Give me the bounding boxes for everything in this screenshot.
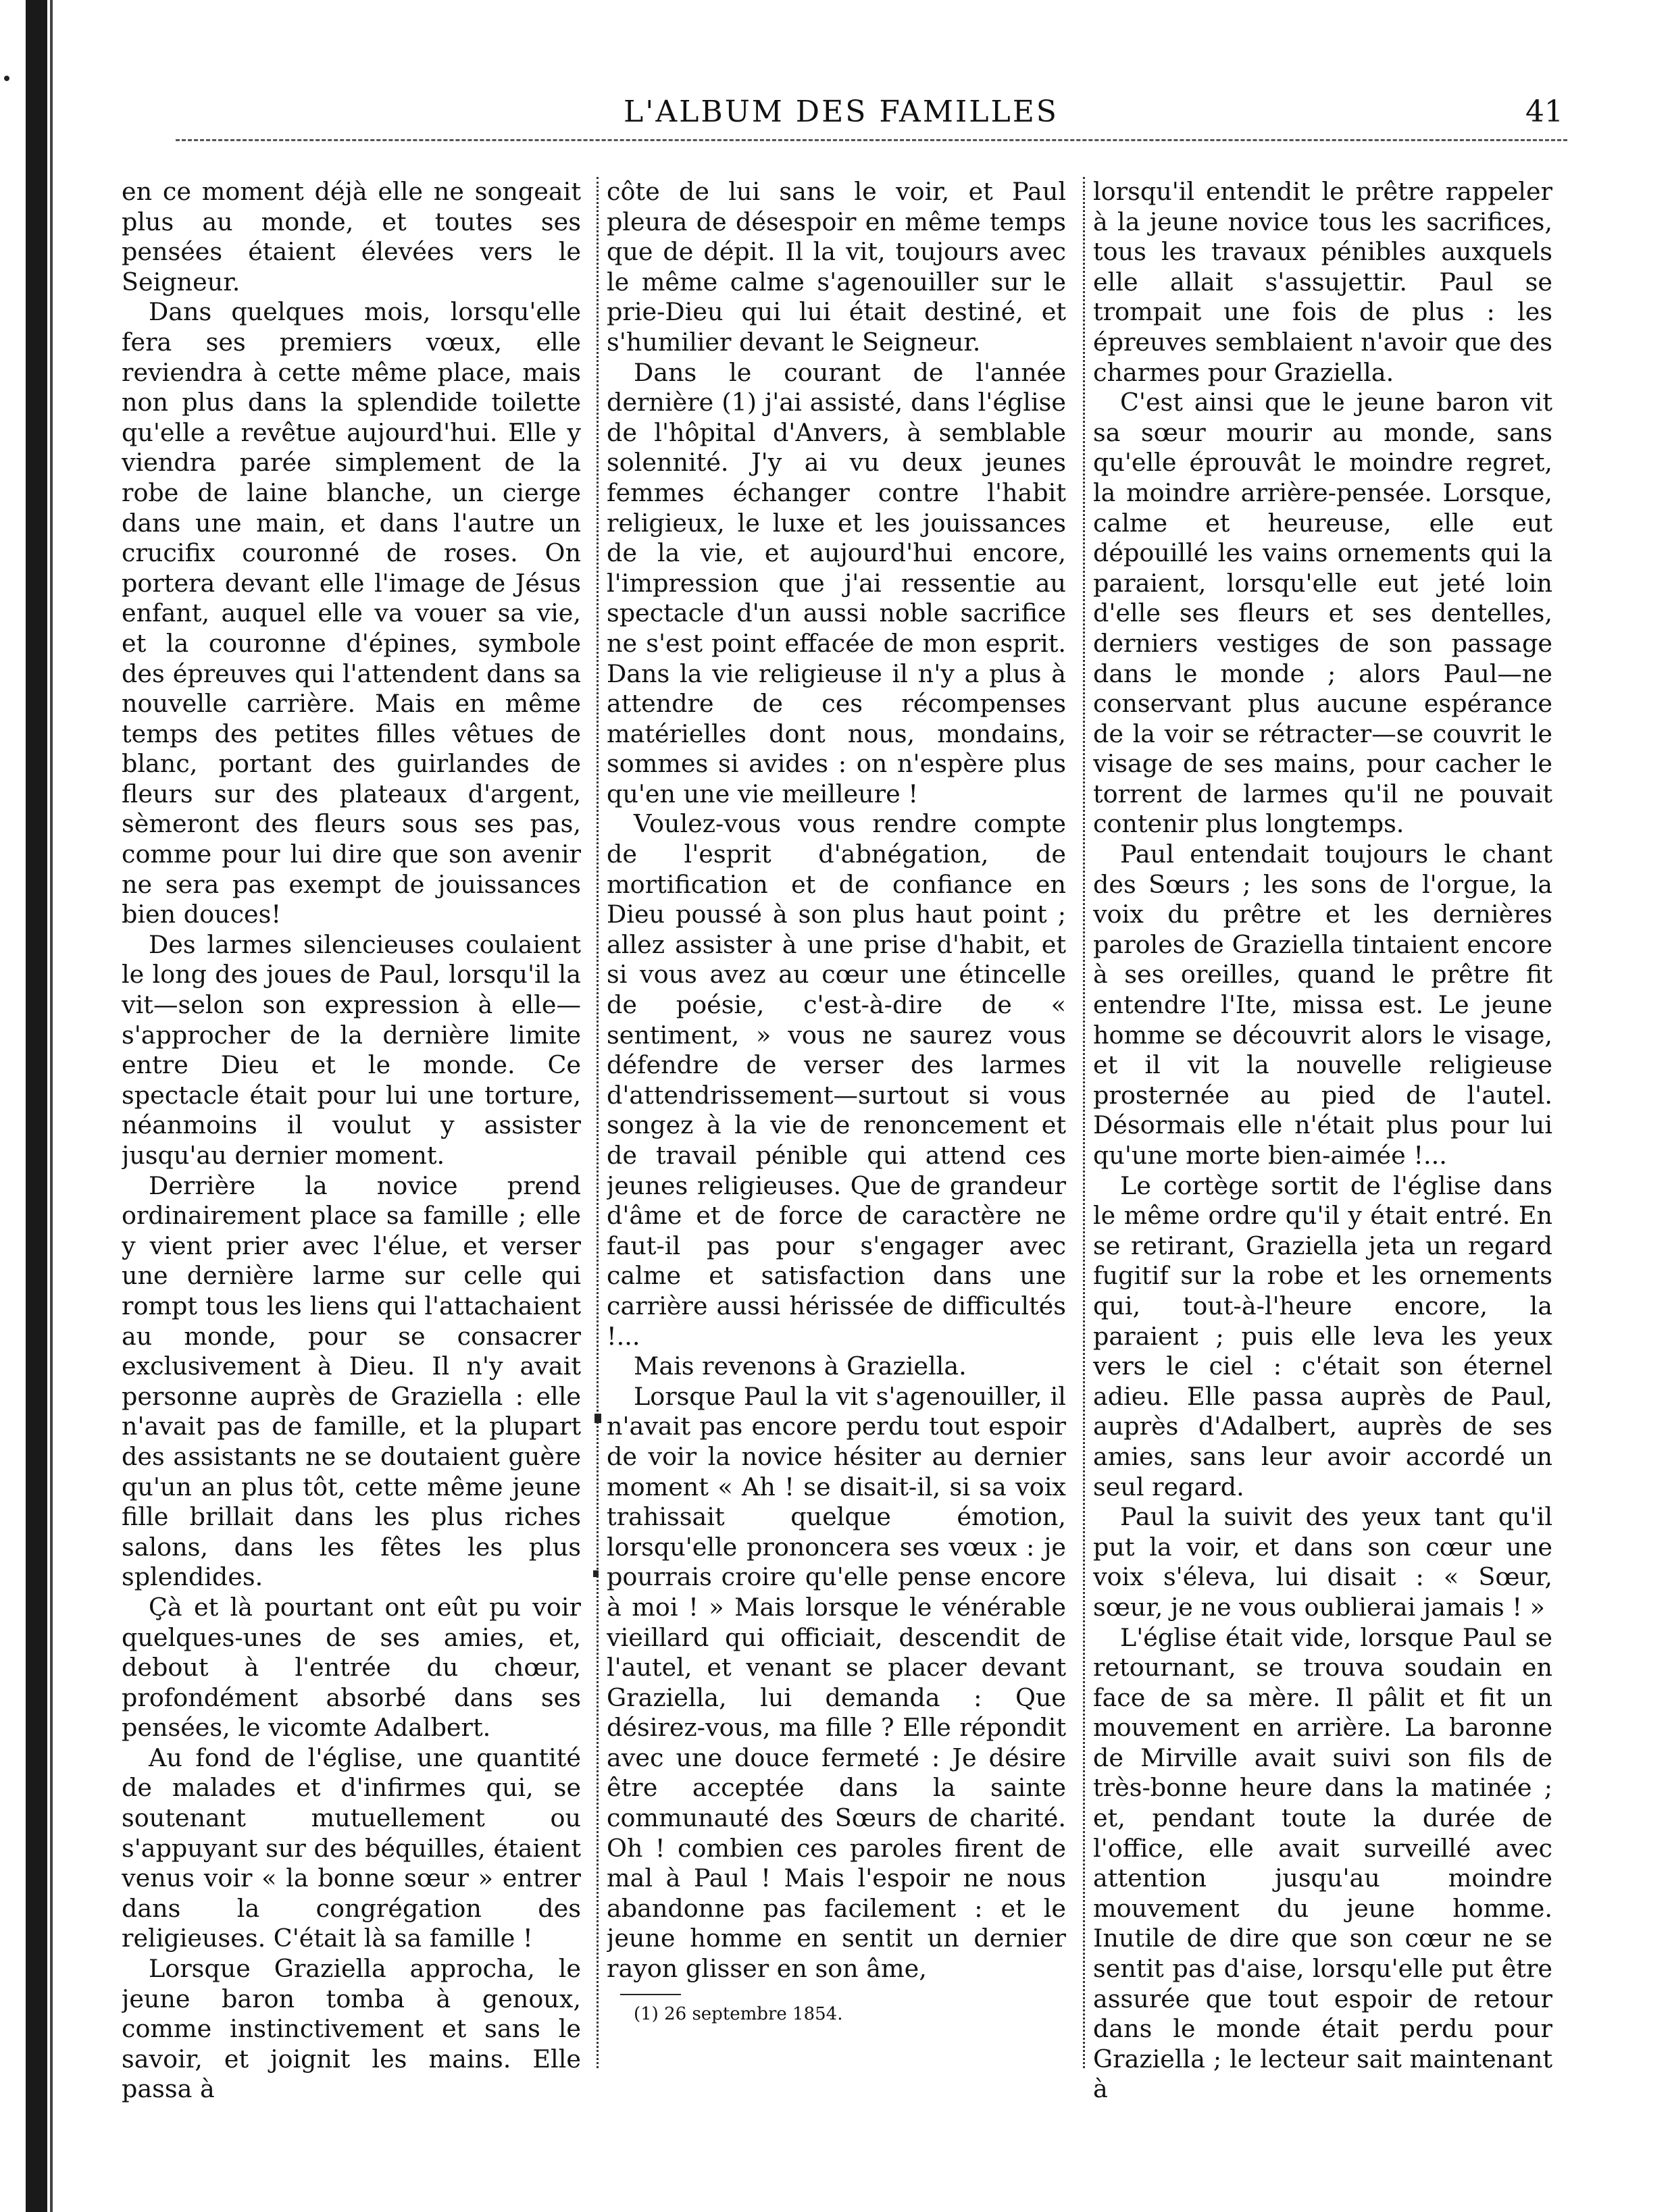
paragraph: Paul la suivit des yeux tant qu'il put la voir, et dans son cœur une voix s'éleva, lui disait : « Sœur, sœur, je ne vous oublierai jamais ! » [1093,1502,1552,1622]
paragraph: Mais revenons à Graziella. [634,1352,967,1381]
paragraph: Le cortège sortit de l'église dans le même ordre qu'il y était entré. En se retirant, Graziella jeta un regard fugitif sur la robe et les ornements qui, tout-à-l'heure encore, la paraient ; puis elle leva les yeux vers le ciel : c'était son éternel adieu. Elle passa auprès de Paul, auprès d'Adalbert, auprès de ses amies, sans leur avoir accordé un seul regard. [1093,1171,1552,1501]
scan-speck [593,1570,599,1577]
paragraph: Lorsque Graziella approcha, le jeune baron tomba à genoux, comme instinctivement et sans le savoir, et joignit les mains. Elle passa à [122,1954,581,2104]
paragraph: Voulez-vous vous rendre compte de l'esprit d'abnégation, de mortification et de confiance en Dieu poussé à son plus haut point ; allez assister à une prise d'habit, et si vous avez au cœur une étincelle de poésie, c'est-à-dire de « sentiment, » vous ne saurez vous défendre de verser des larmes d'attendrissement—surtout si vous songez à la vie de renoncement et de travail pénible qui attend ces jeunes religieuses. Que de grandeur d'âme et de force de caractère ne faut-il pas pour s'engager avec calme et satisfaction dans une carrière aussi hérissée de difficultés !... [607,809,1066,1351]
paragraph: Derrière la novice prend ordinairement place sa famille ; elle y vient prier avec l'élue, et verser une dernière larme sur celle qui rompt tous les liens qui l'attachaient au monde, pour se consacrer exclusivement à Dieu. Il n'y avait personne auprès de Graziella : elle n'avait pas de famille, et la plupart des assistants ne se doutaient guère qu'un an plus tôt, cette même jeune fille brillait dans les plus riches salons, dans les fêtes les plus splendides. [122,1171,581,1592]
footnote: (1) 26 septembre 1854. [634,2003,843,2024]
paragraph: côte de lui sans le voir, et Paul pleura de désespoir en même temps que de dépit. Il la vit, toujours avec le même calme s'agenouiller sur le prie-Dieu qui lui était destiné, et s'humilier devant le Seigneur. [607,177,1066,357]
paragraph: Çà et là pourtant ont eût pu voir quelques-unes de ses amies, et, debout à l'entrée du chœur, profondément absorbé dans ses pensées, le vicomte Adalbert. [122,1592,581,1743]
text-column-2 [607,177,1066,2122]
text-column-3 [1093,177,1552,2122]
paragraph: en ce moment déjà elle ne songeait plus au monde, et toutes ses pensées étaient élevées vers le Seigneur. [122,177,581,297]
scan-speck [4,76,9,81]
column-separator [1083,177,1085,2068]
paragraph: Des larmes silencieuses coulaient le long des joues de Paul, lorsqu'il la vit—selon son expression à elle—s'approcher de la dernière limite entre Dieu et le monde. Ce spectacle était pour lui une torture, néanmoins il voulut y assister jusqu'au dernier moment. [122,929,581,1170]
footnote-rule [620,1994,681,1995]
binding-shadow [26,0,47,2212]
paragraph: Paul entendait toujours le chant des Sœurs ; les sons de l'orgue, la voix du prêtre et les dernières paroles de Graziella tintaient encore à ses oreilles, quand le prêtre fit entendre l'Ite, missa est. Le jeune homme se découvrit alors le visage, et il vit la nouvelle religieuse prosternée au pied de l'autel. Désormais elle n'était plus pour lui qu'une morte bien-aimée !... [1093,840,1552,1170]
text-column-1 [122,177,581,2122]
column-separator [597,177,599,2068]
paragraph: lorsqu'il entendit le prêtre rappeler à la jeune novice tous les sacrifices, tous les travaux pénibles auxquels elle allait s'assujettir. Paul se trompait une fois de plus : les épreuves semblaient n'avoir que des charmes pour Graziella. [1093,177,1552,387]
scan-speck [594,1414,601,1423]
paragraph: Dans le courant de l'année dernière (1) j'ai assisté, dans l'église de l'hôpital d'Anvers, à semblable solennité. J'y ai vu deux jeunes femmes échanger contre l'habit religieux, le luxe et les jouissances de la vie, et aujourd'hui encore, l'impression que j'ai ressentie au spectacle d'un aussi noble sacrifice ne s'est point effacée de mon esprit. Dans la vie religieuse il n'y a plus à attendre de ces récompenses matérielles dont nous, mondains, sommes si avides : on n'espère plus qu'en une vie meilleure ! [607,357,1066,808]
binding-edge [50,0,53,2212]
header-rule [176,139,1567,141]
paragraph: Dans quelques mois, lorsqu'elle fera ses premiers vœux, elle reviendra à cette même place, mais non plus dans la splendide toilette qu'elle a revêtue aujourd'hui. Elle y viendra parée simplement de la robe de laine blanche, un cierge dans une main, et dans l'autre un crucifix couronné de roses. On portera devant elle l'image de Jésus enfant, auquel elle va vouer sa vie, et la couronne d'épines, symbole des épreuves qui l'attendent dans sa nouvelle carrière. Mais en même temps des petites filles vêtues de blanc, portant des guirlandes de fleurs sur des plateaux d'argent, sèmeront des fleurs sous ses pas, comme pour lui dire que son avenir ne sera pas exempt de jouissances bien douces! [122,297,581,929]
page-header [115,95,1567,142]
running-title: L'ALBUM DES FAMILLES [624,95,1059,129]
paragraph: Au fond de l'église, une quantité de malades et d'infirmes qui, se soutenant mutuellement ou s'appuyant sur des béquilles, étaient venus voir « la bonne sœur » entrer dans la congrégation des religieuses. C'était là sa famille ! [122,1743,581,1953]
page-number: 41 [1525,95,1563,129]
paragraph: C'est ainsi que le jeune baron vit sa sœur mourir au monde, sans qu'elle éprouvât le moindre regret, la moindre arrière-pensée. Lorsque, calme et heureuse, elle eut dépouillé les vains ornements qui la paraient, lorsqu'elle eut jeté loin d'elle ses fleurs et ses dentelles, derniers vestiges de son passage dans le monde ; alors Paul—ne conservant plus aucune espérance de la voir se rétracter—se couvrit le visage de ses mains, pour cacher le torrent de larmes qu'il ne pouvait contenir plus longtemps. [1093,388,1552,839]
paragraph: L'église était vide, lorsque Paul se retournant, se trouva soudain en face de sa mère. Il pâlit et fit un mouvement en arrière. La baronne de Mirville avait suivi son fils de très-bonne heure dans la matinée ; et, pendant toute la durée de l'office, elle avait surveillé avec attention jusqu'au moindre mouvement du jeune homme. Inutile de dire que son cœur ne se sentit pas d'aise, lorsqu'elle put être assurée que tout espoir de retour dans le monde était perdu pour Graziella ; le lecteur sait maintenant à [1093,1622,1552,2104]
paragraph: Lorsque Paul la vit s'agenouiller, il n'avait pas encore perdu tout espoir de voir la novice hésiter au dernier moment « Ah ! se disait-il, si sa voix trahissait quelque émotion, lorsqu'elle prononcera ses vœux : je pourrais croire qu'elle pense encore à moi ! » Mais lorsque le vénérable vieillard qui officiait, descendit de l'autel, et venant se placer devant Graziella, lui demanda : Que désirez-vous, ma fille ? Elle répondit avec une douce fermeté : Je désire être acceptée dans la sainte communauté des Sœurs de charité. Oh ! combien ces paroles firent de mal à Paul ! Mais l'espoir ne nous abandonne pas facilement : et le jeune homme en sentit un dernier rayon glisser en son âme, [607,1381,1066,1984]
